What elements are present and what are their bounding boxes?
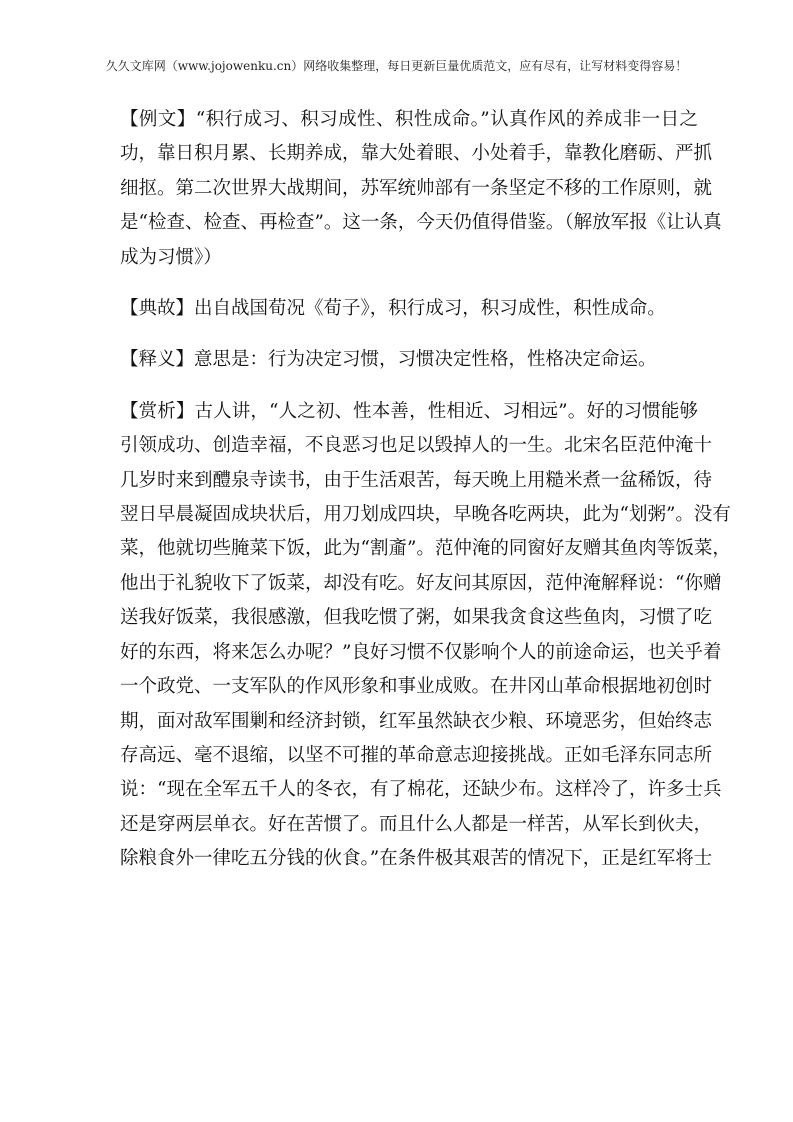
text-line: 除粮食外一律吃五分钱的伙食。”在条件极其艰苦的情况下，正是红军将士 (120, 848, 713, 870)
text-line: 功，靠日积月累、长期养成，靠大处着眼、小处着手，靠教化磨砺、严抓 (120, 143, 713, 165)
document-body (120, 103, 731, 877)
text-line: 说：“现在全军五千人的冬衣，有了棉花，还缺少布。这样冷了，许多士兵 (120, 779, 722, 801)
text-line: 成为习惯》） (120, 246, 222, 268)
text-line: 【例文】“积行成习、积习成性、积性成命。”认真作风的养成非一日之 (120, 109, 698, 130)
text-line: 送我好饭菜，我很感激，但我吃惯了粥，如果我贪食这些鱼肉，习惯了吃 (120, 607, 713, 629)
text-line: 细抠。第二次世界大战期间，苏军统帅部有一条坚定不移的工作原则，就 (120, 177, 713, 199)
text-line: 存高远、毫不退缩，以坚不可摧的革命意志迎接挑战。正如毛泽东同志所 (120, 744, 713, 766)
text-line: 菜，他就切些腌菜下饭，此为“割齑”。范仲淹的同窗好友赠其鱼肉等饭菜， (120, 538, 731, 560)
text-line: 【释义】意思是：行为决定习惯，习惯决定性格，性格决定命运。 (120, 349, 657, 371)
text-line: 他出于礼貌收下了饭菜，却没有吃。好友问其原因，范仲淹解释说：“你赠 (120, 572, 722, 594)
text-line: 好的东西，将来怎么办呢？”良好习惯不仅影响个人的前途命运，也关乎着 (120, 641, 722, 663)
text-line: 还是穿两层单衣。好在苦惯了。而且什么人都是一样苦，从军长到伙夫， (120, 813, 713, 835)
text-line: 【赏析】古人讲，“人之初、性本善，性相近、习相远”。好的习惯能够 (120, 400, 698, 422)
text-line: 期，面对敌军围剿和经济封锁，红军虽然缺衣少粮、环境恶劣，但始终志 (120, 710, 713, 732)
paragraph-example (120, 103, 722, 275)
text-line: 引领成功、创造幸福，不良恶习也足以毁掉人的一生。北宋名臣范仲淹十 (120, 435, 713, 457)
text-line: 【典故】出自战国荀况《荀子》，积行成习，积习成性，积性成命。 (120, 298, 666, 320)
text-line: 几岁时来到醴泉寺读书，由于生活艰苦，每天晚上用糙米煮一盆稀饭，待 (120, 469, 713, 491)
text-line: 是“检查、检查、再检查”。这一条，今天仍值得借鉴。（解放军报《让认真 (120, 212, 722, 234)
paragraph-interpretation (120, 343, 698, 377)
paragraph-appreciation (120, 395, 731, 877)
text-line: 一个政党、一支军队的作风形象和事业成败。在井冈山革命根据地初创时 (120, 676, 713, 698)
page-header: 久久文库网（www.jojowenku.cn）网络收集整理，每日更新巨量优质范文，应有尽有，让写材料变得容易！ (105, 59, 688, 73)
text-line: 翌日早晨凝固成块状后，用刀划成四块，早晚各吃两块，此为“划粥”。没有 (120, 504, 731, 526)
paragraph-allusion (120, 292, 698, 326)
